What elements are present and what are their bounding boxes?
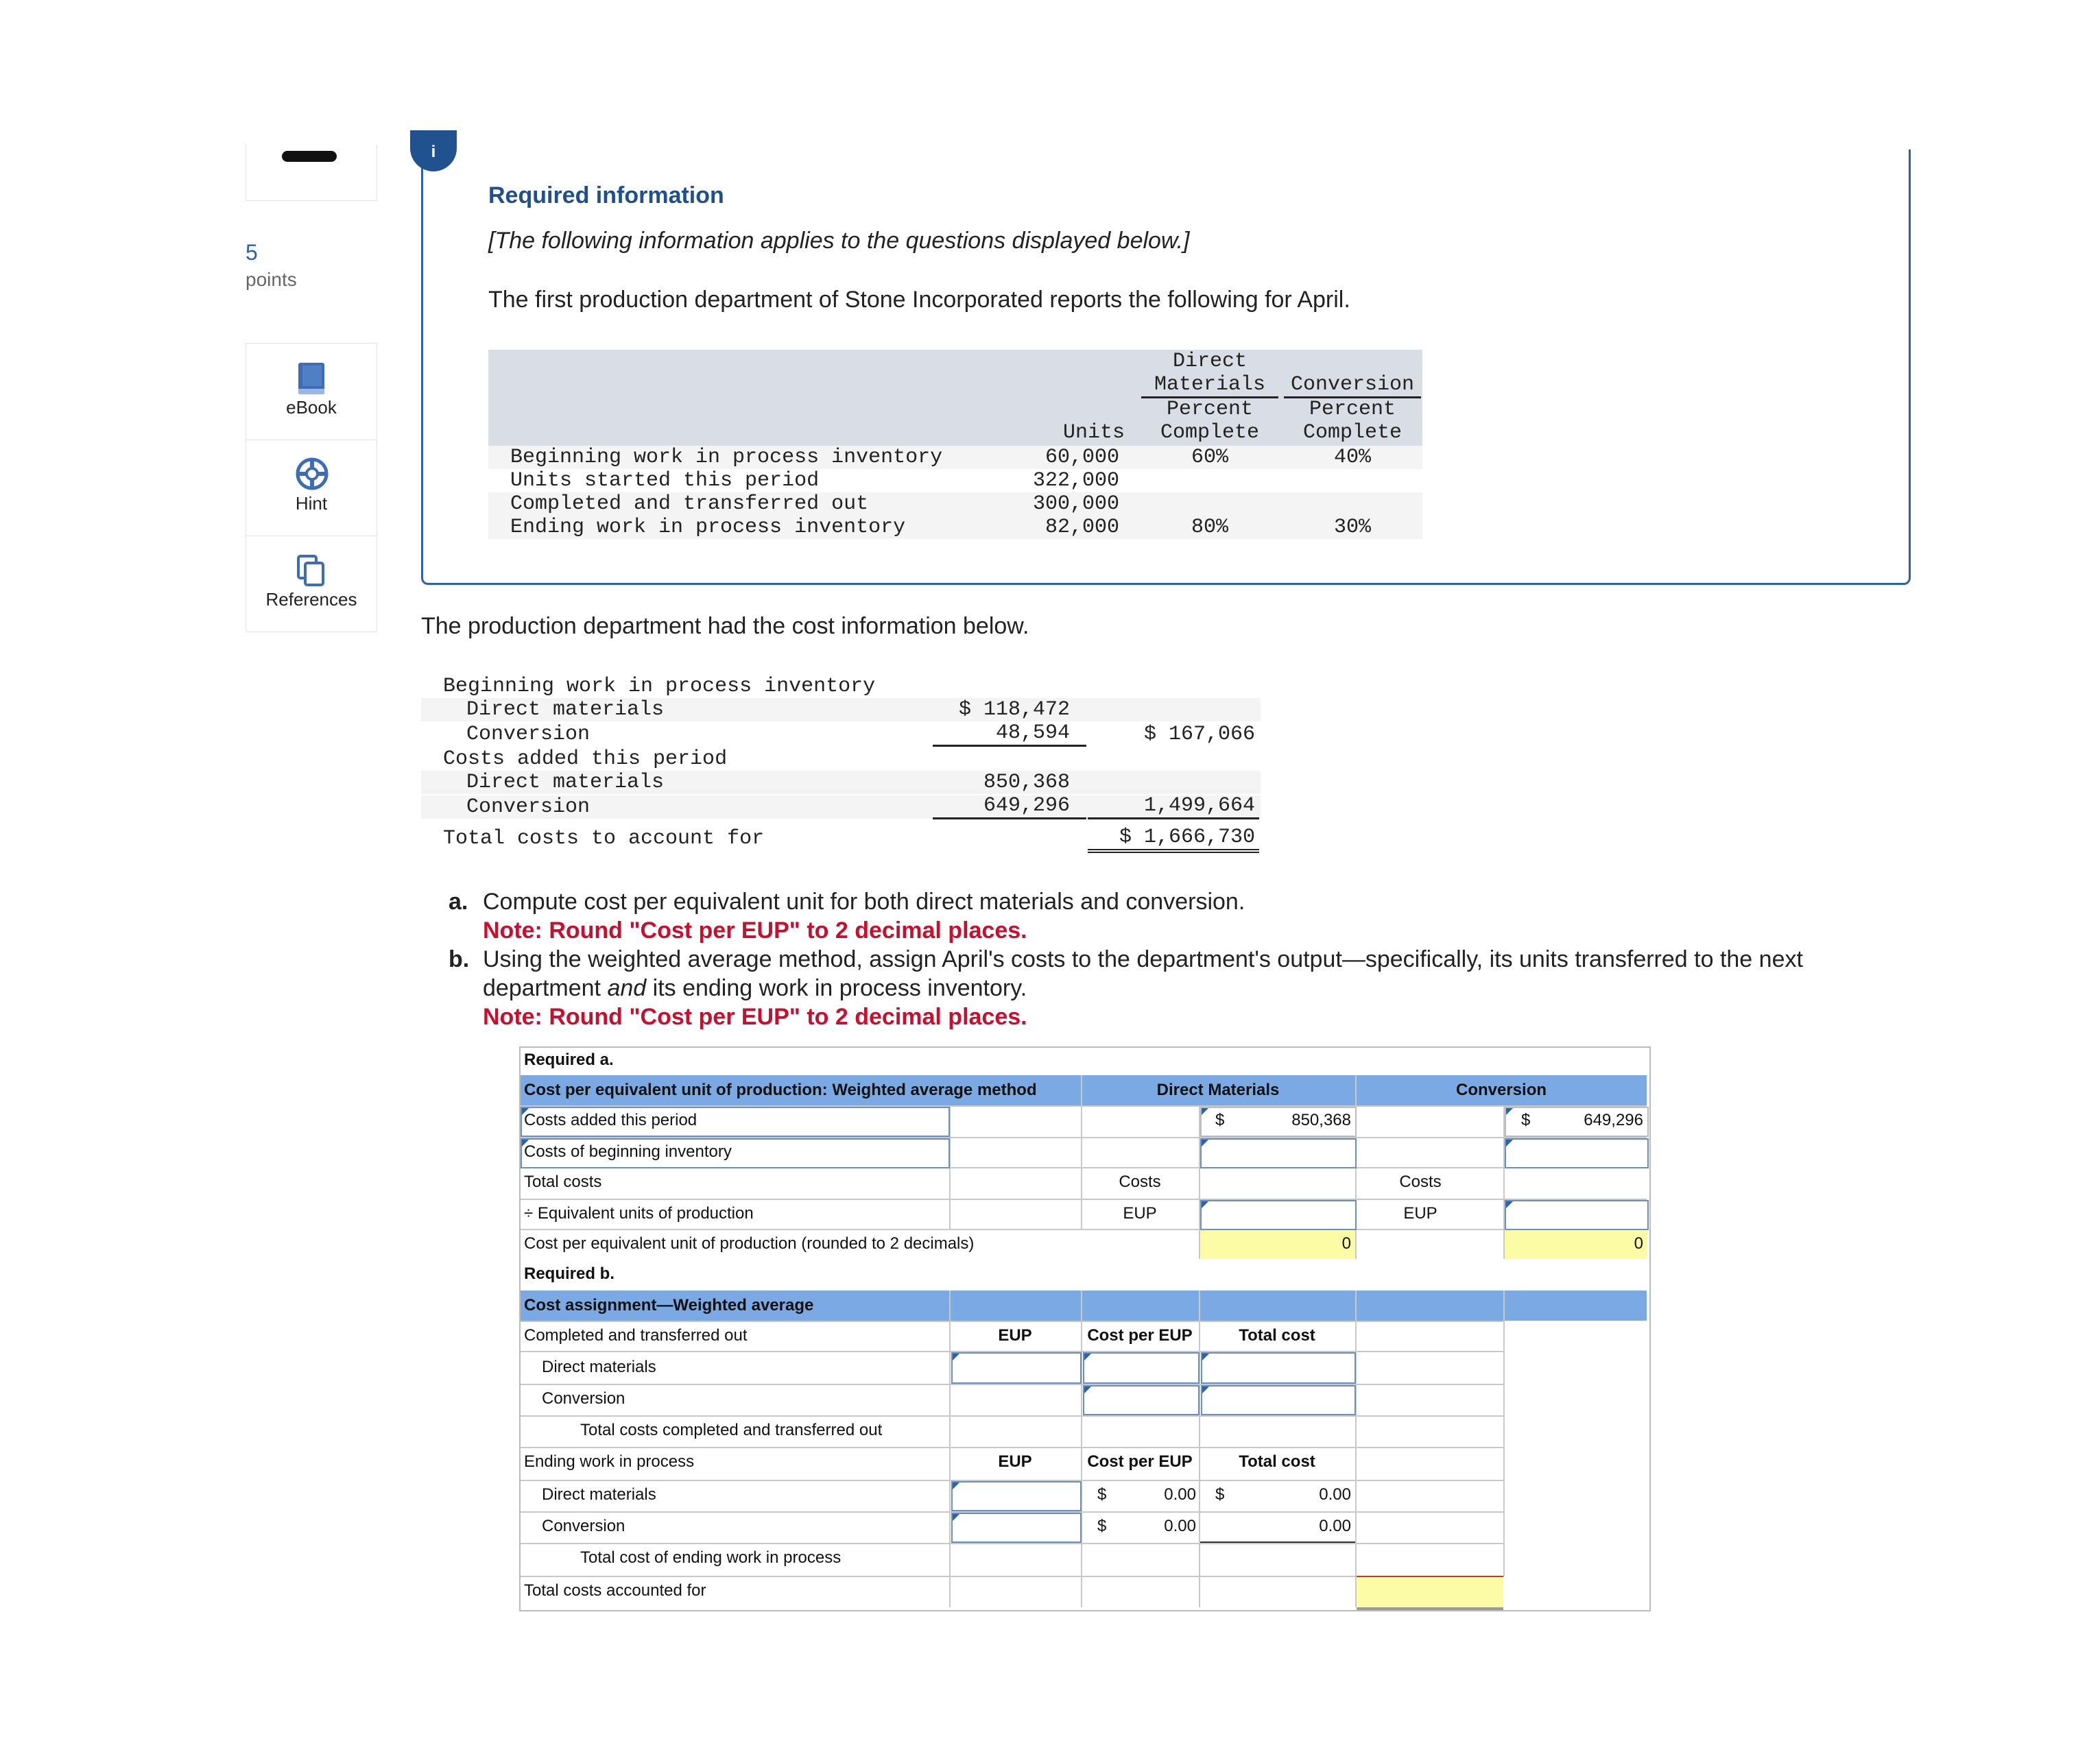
row-units: 300,000	[1032, 492, 1119, 516]
copy-pages-icon	[296, 553, 327, 588]
question-a-letter: a.	[449, 889, 468, 915]
dm-cpe-value: 0	[1341, 1234, 1351, 1253]
cost-added-total-text: 1,499,664	[1143, 794, 1255, 817]
cv-costs-beg-input[interactable]	[1505, 1138, 1649, 1168]
ebook-label: eBook	[286, 397, 337, 418]
cost-beg-total: $ 167,066	[1143, 723, 1255, 746]
costs-intro: The production department had the cost information below.	[421, 613, 1029, 639]
eup-row-label: ÷ Equivalent units of production	[524, 1204, 754, 1223]
ending-cpe-header: Cost per EUP	[1087, 1452, 1193, 1471]
a-table-title: Cost per equivalent unit of production: Weighted average method	[524, 1081, 1037, 1099]
ending-dm-cpe-value: 0.00	[1164, 1485, 1196, 1504]
required-info-heading: Required information	[488, 182, 724, 208]
dm-dollar-sign: $	[1215, 1111, 1225, 1129]
info-icon: i	[410, 130, 457, 171]
completed-cv-cpe-input[interactable]	[1083, 1385, 1200, 1415]
row-label: Ending work in process inventory	[510, 516, 906, 539]
ending-total-header: Total cost	[1239, 1452, 1315, 1471]
cost-beg-cv-label: Conversion	[466, 723, 590, 746]
cost-total-text: $ 1,666,730	[1119, 826, 1255, 849]
dm-header-line4: Complete	[1160, 421, 1260, 444]
completed-label: Completed and transferred out	[524, 1326, 748, 1345]
row-label: Units started this period	[510, 469, 820, 492]
dm-header-line3: Percent	[1166, 398, 1254, 421]
question-number-fragment	[282, 151, 337, 162]
b-table-title: Cost assignment—Weighted average	[524, 1296, 814, 1315]
b-text-part: department	[483, 975, 608, 1001]
b-text-italic: and	[607, 975, 647, 1001]
resource-sidebar	[246, 343, 377, 632]
required-a-label: Required a.	[524, 1051, 614, 1069]
total-completed-label: Total costs completed and transferred out	[580, 1421, 883, 1439]
completed-dm-label: Direct materials	[542, 1358, 656, 1376]
cv-dollar-sign: $	[1521, 1111, 1531, 1129]
row-dm-pct: 80%	[1191, 516, 1228, 539]
references-button[interactable]	[246, 536, 377, 632]
row-units: 60,000	[1045, 446, 1119, 469]
question-b-text: Using the weighted average method, assign April's costs to the department's output—specifically, its units transferred to the next	[483, 946, 1803, 972]
cost-beg-dm-value: $ 118,472	[958, 698, 1070, 721]
row-cv-pct: 40%	[1333, 446, 1371, 469]
ebook-button[interactable]	[246, 344, 377, 440]
completed-eup-header: EUP	[998, 1326, 1032, 1345]
ending-dm-cpe-dollar: $	[1097, 1485, 1107, 1504]
completed-dm-eup-input[interactable]	[951, 1352, 1082, 1384]
dm-header-line1: Direct	[1172, 350, 1248, 373]
question-b-text-line2	[483, 975, 1027, 1002]
dm-costs-beg-input[interactable]	[1200, 1138, 1357, 1168]
ending-cv-cpe-dollar: $	[1097, 1517, 1107, 1535]
cost-beg-label: Beginning work in process inventory	[443, 675, 876, 698]
total-accounted-label: Total costs accounted for	[524, 1581, 706, 1600]
dm-costs-word: Costs	[1119, 1173, 1161, 1191]
cost-added-dm-label: Direct materials	[466, 771, 665, 794]
required-b-label: Required b.	[524, 1264, 615, 1283]
cost-beg-cv-text: 48,594	[995, 721, 1070, 745]
cv-header-line1: Conversion	[1284, 373, 1421, 398]
lifebuoy-icon	[296, 457, 329, 490]
cost-total-value	[1088, 826, 1259, 853]
info-intro: The first production department of Stone Incorporated reports the following for April.	[488, 287, 1350, 313]
cv-eup-input[interactable]	[1505, 1200, 1649, 1230]
references-label: References	[265, 589, 357, 610]
row-dm-pct: 60%	[1191, 446, 1228, 469]
row-units: 322,000	[1032, 469, 1119, 492]
total-costs-label: Total costs	[524, 1173, 602, 1191]
question-b-note: Note: Round "Cost per EUP" to 2 decimal places.	[483, 1004, 1027, 1030]
question-b-letter: b.	[449, 946, 470, 972]
cost-beg-dm-label: Direct materials	[466, 698, 665, 721]
cost-total-label: Total costs to account for	[443, 827, 765, 850]
cv-header-line2: Percent	[1309, 398, 1396, 421]
cost-beg-cv-value	[933, 721, 1086, 747]
ending-cv-eup-input[interactable]	[951, 1513, 1082, 1543]
cv-costs-added-value: 649,296	[1584, 1111, 1643, 1129]
total-accounted-highlight	[1357, 1576, 1503, 1610]
completed-dm-total-input[interactable]	[1201, 1352, 1356, 1384]
dm-eup-input[interactable]	[1200, 1200, 1357, 1230]
completed-total-header: Total cost	[1239, 1326, 1315, 1345]
cost-added-label: Costs added this period	[443, 747, 728, 771]
b-text-part: its ending work in process inventory.	[646, 975, 1027, 1001]
cost-added-cv-text: 649,296	[983, 794, 1070, 817]
dm-eup-word: EUP	[1123, 1204, 1157, 1223]
points-value: 5	[246, 240, 258, 265]
units-header: Units	[1062, 421, 1125, 444]
ending-dm-total-value: 0.00	[1319, 1485, 1351, 1504]
ending-cv-cpe-value: 0.00	[1164, 1517, 1196, 1535]
cost-added-cv-value	[933, 794, 1086, 819]
book-icon	[296, 361, 327, 396]
cost-added-cv-label: Conversion	[466, 795, 590, 819]
ending-dm-eup-input[interactable]	[951, 1481, 1082, 1511]
ending-cv-label: Conversion	[542, 1517, 625, 1535]
ending-eup-header: EUP	[998, 1452, 1032, 1471]
ending-cv-total-value: 0.00	[1319, 1517, 1351, 1535]
units-table-header	[488, 350, 1422, 446]
hint-button[interactable]	[246, 440, 377, 536]
completed-cv-total-input[interactable]	[1201, 1385, 1356, 1415]
cv-column-header: Conversion	[1455, 1081, 1547, 1099]
ending-dm-label: Direct materials	[542, 1485, 656, 1504]
hint-label: Hint	[295, 493, 328, 514]
row-label: Completed and transferred out	[510, 492, 869, 516]
costs-added-label: Costs added this period	[524, 1111, 697, 1129]
dm-costs-added-value: 850,368	[1291, 1111, 1351, 1129]
question-a-note: Note: Round "Cost per EUP" to 2 decimal places.	[483, 917, 1027, 944]
cv-cpe-value: 0	[1634, 1234, 1643, 1253]
completed-cv-label: Conversion	[542, 1389, 625, 1408]
points-label: points	[246, 269, 297, 290]
completed-dm-cpe-input[interactable]	[1083, 1352, 1200, 1384]
row-label: Beginning work in process inventory	[510, 446, 943, 469]
cost-added-total	[1088, 794, 1259, 819]
cpe-row-label: Cost per equivalent unit of production (rounded to 2 decimals)	[524, 1234, 975, 1253]
applies-note: [The following information applies to the questions displayed below.]	[488, 228, 1190, 254]
dm-column-header: Direct Materials	[1156, 1081, 1280, 1099]
ending-label: Ending work in process	[524, 1452, 695, 1471]
total-ending-label: Total cost of ending work in process	[580, 1548, 842, 1567]
row-cv-pct: 30%	[1333, 516, 1371, 539]
row-units: 82,000	[1045, 516, 1119, 539]
dm-header-line2: Materials	[1141, 373, 1278, 398]
costs-beg-label: Costs of beginning inventory	[524, 1142, 732, 1161]
completed-cpe-header: Cost per EUP	[1087, 1326, 1193, 1345]
ending-dm-total-dollar: $	[1215, 1485, 1225, 1504]
cv-costs-word: Costs	[1399, 1173, 1442, 1191]
previous-question-tab[interactable]	[246, 144, 377, 201]
cv-header-line3: Complete	[1302, 421, 1403, 444]
cost-added-dm-value: 850,368	[983, 771, 1070, 794]
cv-eup-word: EUP	[1403, 1204, 1437, 1223]
question-a-text: Compute cost per equivalent unit for both direct materials and conversion.	[483, 889, 1245, 915]
